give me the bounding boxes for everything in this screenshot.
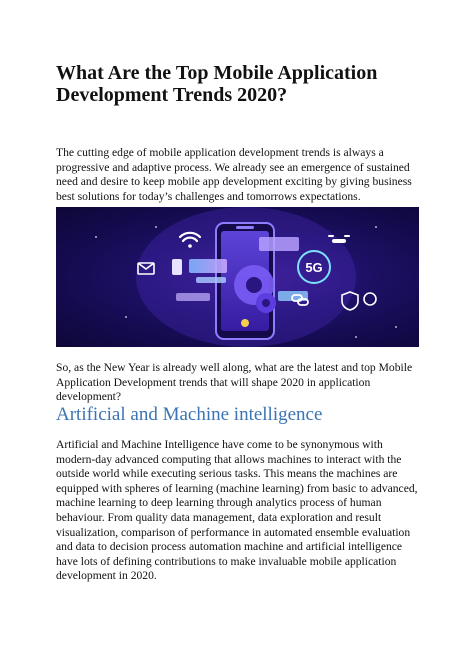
paragraph-2: So, as the New Year is already well along, what are the latest and top Mobile Application Development trends that will shape 2020 in application development? <box>56 361 413 404</box>
phone-icon <box>172 259 182 275</box>
hero-illustration <box>56 207 419 347</box>
intro-paragraph: The cutting edge of mobile application development trends is always a progressive and adaptive process. We already see an emergence of sustained need and desire to keep mobile app development exciting by giving business best solutions for today’s challenges and tomorrows expectations. <box>56 146 412 203</box>
section-heading: Artificial and Machine intelligence <box>56 404 323 425</box>
hero-illustration-graphic <box>56 207 419 347</box>
section-body: Artificial and Machine Intelligence have come to be synonymous with modern-day advanced computing that allows machines to interact with the outside world while executing serious tasks. This means the machines are equipped with spheres of learning (machine learning) from basic to advanced, machine learning to deep learning through analytics process of human behaviour. From quality data management, data exploration and result visualization, comparison of performance in automated ensemble evaluation and data to decision process automation machine and artificial intelligence have lots of defining contributions to make invaluable mobile application development in 2020. <box>56 438 418 583</box>
bluetooth-icon <box>364 293 376 305</box>
5g-badge-text: 5G <box>305 260 323 275</box>
document-title: What Are the Top Mobile Application Development Trends 2020? <box>56 62 378 106</box>
